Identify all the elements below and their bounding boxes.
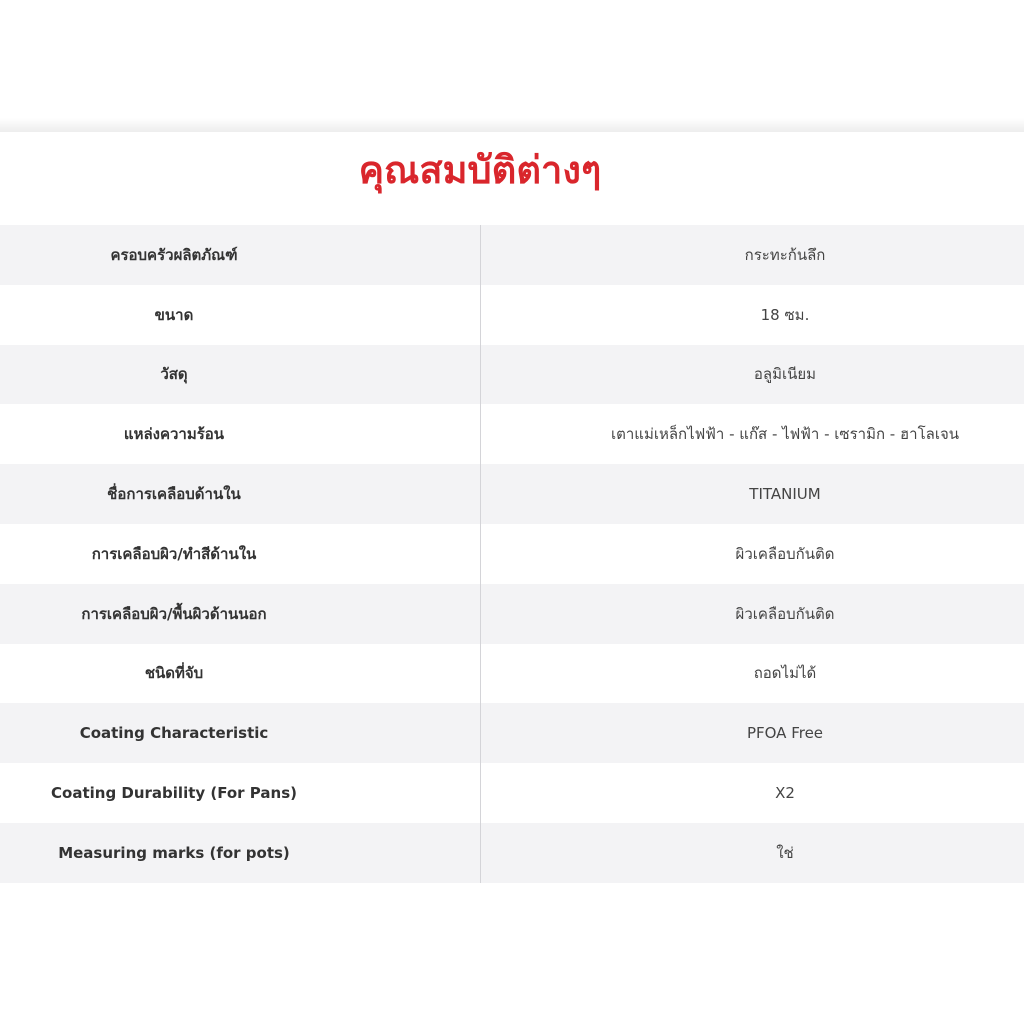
spec-label: ชื่อการเคลือบด้านใน: [107, 485, 241, 504]
spec-label: ขนาด: [154, 305, 194, 324]
spec-value: อลูมิเนียม: [753, 365, 817, 384]
table-row: [0, 584, 1024, 644]
spec-label: Coating Durability (For Pans): [51, 784, 297, 803]
table-row: [0, 464, 1024, 524]
spec-value: PFOA Free: [746, 724, 824, 743]
table-row: [0, 763, 1024, 823]
spec-label: ชนิดที่จับ: [144, 664, 204, 683]
table-row: [0, 823, 1024, 883]
spec-value: X2: [775, 784, 795, 803]
table-row: [0, 703, 1024, 763]
spec-value: กระทะก้นลึก: [744, 245, 826, 264]
spec-label: การเคลือบผิว/ทำสีด้านใน: [91, 544, 257, 563]
table-row: [0, 404, 1024, 464]
spec-value: ผิวเคลือบกันติด: [735, 604, 835, 623]
page-title: คุณสมบัติต่างๆ: [358, 148, 602, 192]
spec-table: [0, 225, 1024, 883]
table-row: [0, 524, 1024, 584]
spec-label: วัสดุ: [160, 365, 188, 384]
table-row: [0, 644, 1024, 704]
spec-value: เตาแม่เหล็กไฟฟ้า - แก๊ส - ไฟฟ้า - เซรามิก - ฮาโลเจน: [610, 425, 959, 444]
spec-value: ถอดไม่ได้: [753, 664, 817, 683]
spec-value: ใช่: [776, 843, 794, 862]
column-divider: [480, 225, 481, 883]
spec-label: การเคลือบผิว/พื้นผิวด้านนอก: [81, 604, 267, 623]
table-row: [0, 285, 1024, 345]
spec-value: 18 ซม.: [760, 305, 810, 324]
spec-label: ครอบครัวผลิตภัณฑ์: [110, 245, 238, 264]
spec-value: TITANIUM: [749, 485, 821, 504]
spec-label: Measuring marks (for pots): [58, 843, 290, 862]
table-row: [0, 345, 1024, 405]
table-row: [0, 225, 1024, 285]
spec-label: แหล่งความร้อน: [123, 425, 225, 444]
header-shadow: [0, 118, 1024, 132]
spec-value: ผิวเคลือบกันติด: [735, 544, 835, 563]
spec-label: Coating Characteristic: [79, 724, 269, 743]
